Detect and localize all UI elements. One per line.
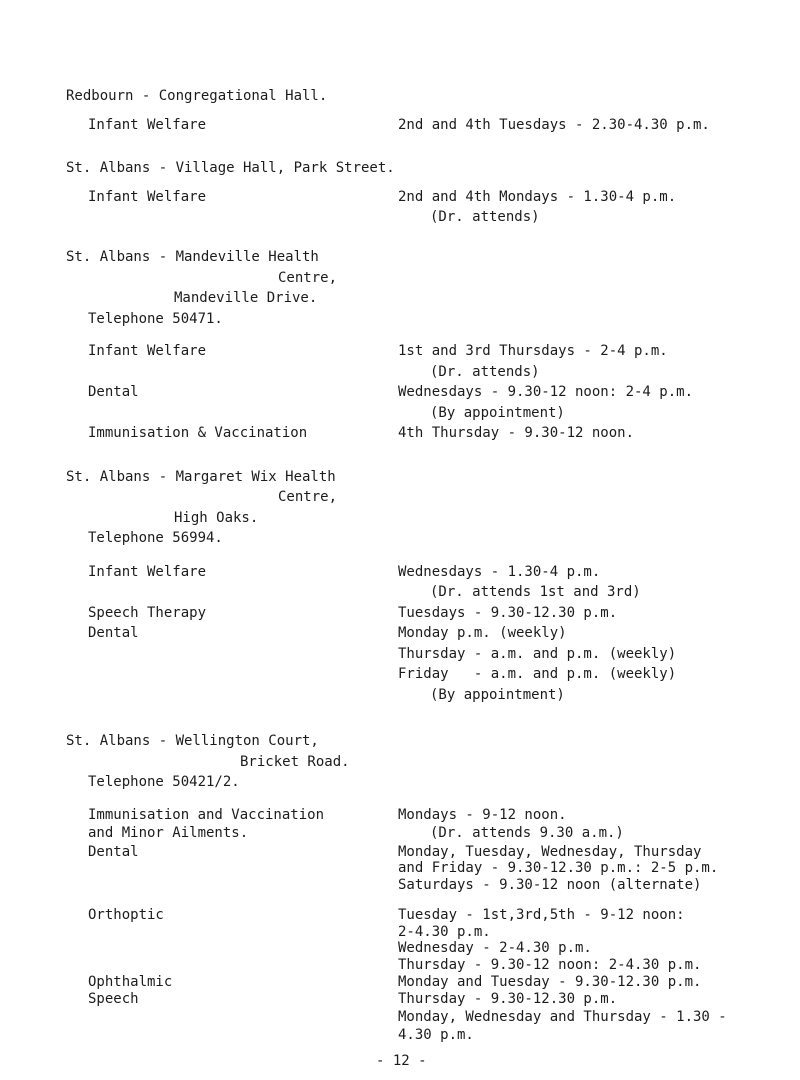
- wellington-immunisation-hours: Mondays - 9-12 noon.: [398, 807, 567, 823]
- mandeville-service-name: Infant Welfare: [88, 343, 207, 359]
- wellington-dental-line: Saturdays - 9.30-12 noon (alternate): [398, 877, 702, 893]
- mandeville-heading-2: Centre,: [278, 270, 338, 286]
- wellington-speech-line: Monday, Wednesday and Thursday - 1.30 -: [398, 1009, 727, 1025]
- margaret-wix-dental-line: Friday - a.m. and p.m. (weekly): [398, 666, 677, 682]
- wellington-heading-2: Bricket Road.: [240, 754, 350, 770]
- wellington-heading: St. Albans - Wellington Court,: [66, 733, 319, 749]
- margaret-wix-infant-welfare-hours: Wednesdays - 1.30-4 p.m.: [398, 564, 601, 580]
- mandeville-service-note: (By appointment): [430, 405, 565, 421]
- wellington-immunisation-note: (Dr. attends 9.30 a.m.): [430, 825, 624, 841]
- wellington-orthoptic: Orthoptic: [88, 907, 164, 923]
- wellington-speech: Speech: [88, 991, 139, 1007]
- mandeville-telephone: Telephone 50471.: [88, 311, 223, 327]
- margaret-wix-telephone: Telephone 56994.: [88, 530, 223, 546]
- village-hall-hours: 2nd and 4th Mondays - 1.30-4 p.m.: [398, 189, 677, 205]
- page-number: - 12 -: [376, 1053, 427, 1069]
- mandeville-heading-3: Mandeville Drive.: [174, 290, 318, 306]
- wellington-dental-line: and Friday - 9.30-12.30 p.m.: 2-5 p.m.: [398, 860, 719, 876]
- margaret-wix-infant-welfare: Infant Welfare: [88, 564, 207, 580]
- redbourn-hours: 2nd and 4th Tuesdays - 2.30-4.30 p.m.: [398, 117, 710, 133]
- redbourn-heading: Redbourn - Congregational Hall.: [66, 88, 328, 104]
- village-hall-note: (Dr. attends): [430, 209, 540, 225]
- wellington-orthoptic-line: Thursday - 9.30-12 noon: 2-4.30 p.m.: [398, 957, 702, 973]
- wellington-dental-line: Monday, Tuesday, Wednesday, Thursday: [398, 844, 702, 860]
- wellington-ophthalmic-hours: Monday and Tuesday - 9.30-12.30 p.m.: [398, 974, 702, 990]
- margaret-wix-heading-3: High Oaks.: [174, 510, 259, 526]
- mandeville-service-hours: 1st and 3rd Thursdays - 2-4 p.m.: [398, 343, 668, 359]
- mandeville-service-hours: Wednesdays - 9.30-12 noon: 2-4 p.m.: [398, 384, 694, 400]
- margaret-wix-heading: St. Albans - Margaret Wix Health: [66, 469, 336, 485]
- mandeville-service-note: (Dr. attends): [430, 364, 540, 380]
- mandeville-heading: St. Albans - Mandeville Health: [66, 249, 319, 265]
- margaret-wix-dental-note: (By appointment): [430, 687, 565, 703]
- wellington-speech-line: 4.30 p.m.: [398, 1027, 474, 1043]
- wellington-immunisation: Immunisation and Vaccination: [88, 807, 325, 823]
- wellington-ophthalmic: Ophthalmic: [88, 974, 173, 990]
- wellington-orthoptic-line: 2-4.30 p.m.: [398, 924, 491, 940]
- wellington-orthoptic-line: Tuesday - 1st,3rd,5th - 9-12 noon:: [398, 907, 685, 923]
- mandeville-service-name: Immunisation & Vaccination: [88, 425, 308, 441]
- margaret-wix-heading-2: Centre,: [278, 489, 338, 505]
- margaret-wix-dental-line: Monday p.m. (weekly): [398, 625, 567, 641]
- margaret-wix-speech-therapy-hours: Tuesdays - 9.30-12.30 p.m.: [398, 605, 618, 621]
- margaret-wix-dental: Dental: [88, 625, 139, 641]
- margaret-wix-speech-therapy: Speech Therapy: [88, 605, 207, 621]
- mandeville-service-name: Dental: [88, 384, 139, 400]
- wellington-dental: Dental: [88, 844, 139, 860]
- village-hall-service: Infant Welfare: [88, 189, 207, 205]
- wellington-immunisation-2: and Minor Ailments.: [88, 825, 249, 841]
- redbourn-service: Infant Welfare: [88, 117, 207, 133]
- wellington-speech-line: Thursday - 9.30-12.30 p.m.: [398, 991, 618, 1007]
- mandeville-service-hours: 4th Thursday - 9.30-12 noon.: [398, 425, 635, 441]
- margaret-wix-infant-welfare-note: (Dr. attends 1st and 3rd): [430, 584, 641, 600]
- wellington-orthoptic-line: Wednesday - 2-4.30 p.m.: [398, 940, 592, 956]
- village-hall-heading: St. Albans - Village Hall, Park Street.: [66, 160, 395, 176]
- wellington-telephone: Telephone 50421/2.: [88, 774, 240, 790]
- margaret-wix-dental-line: Thursday - a.m. and p.m. (weekly): [398, 646, 677, 662]
